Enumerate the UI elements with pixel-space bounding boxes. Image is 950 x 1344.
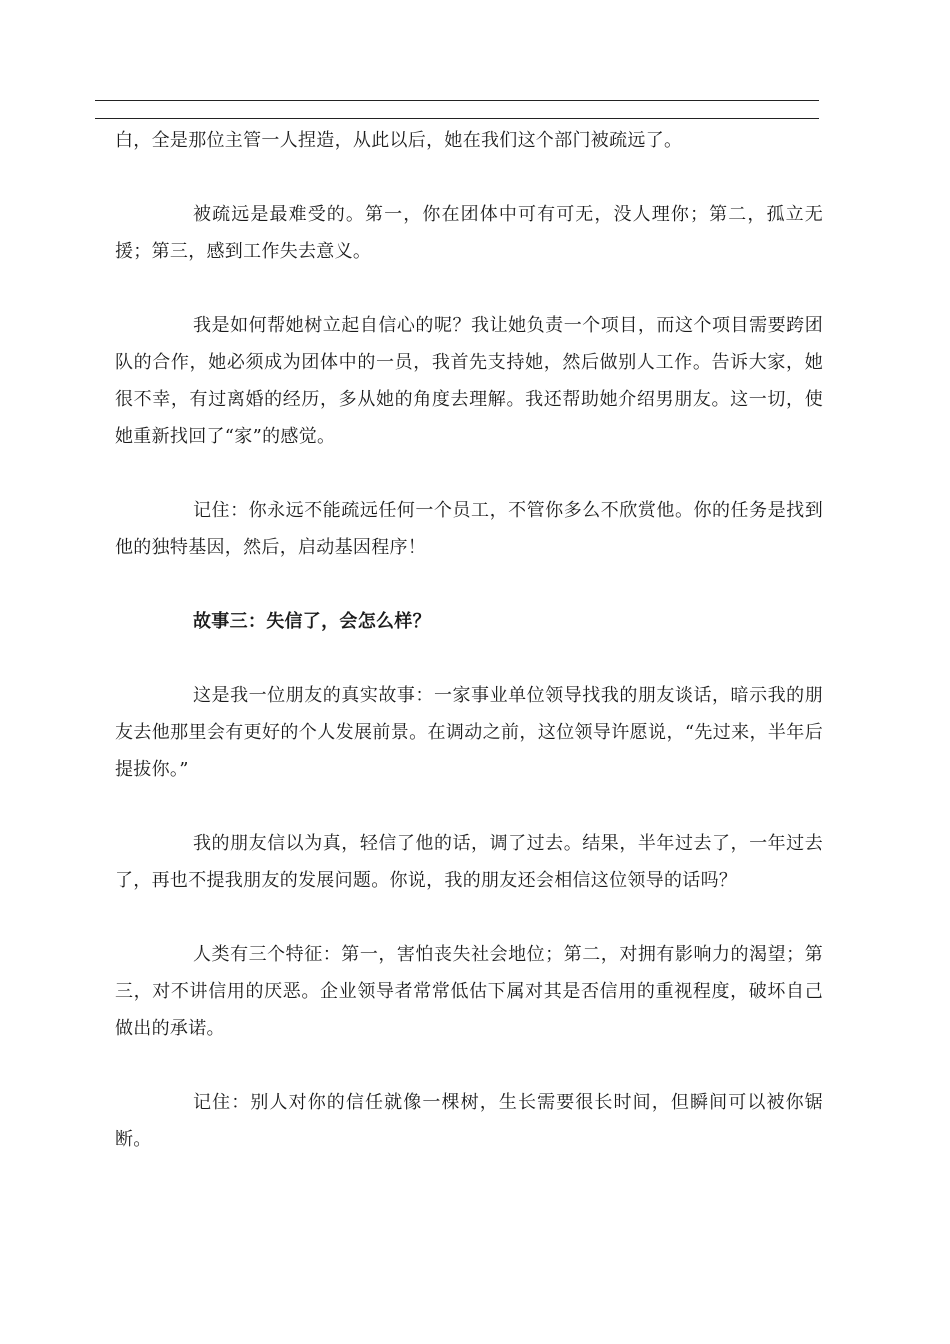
paragraph-confidence: 我是如何帮她树立起自信心的呢？我让她负责一个项目，而这个项目需要跨团队的合作，她必须成为团体中的一员，我首先支持她，然后做别人工作。告诉大家，她很不幸，有过离婚的经历，多从她的角度去理解。我还帮助她介绍男朋友。这一切，使她重新找回了“家”的感觉。 <box>115 315 823 447</box>
paragraph-gap <box>115 455 823 492</box>
paragraph-friend-outcome: 我的朋友信以为真，轻信了他的话，调了过去。结果，半年过去了，一年过去了，再也不提我朋友的发展问题。你说，我的朋友还会相信这位领导的话吗？ <box>115 833 823 891</box>
header-rule-top <box>95 100 819 101</box>
header-rule-bottom <box>95 118 819 119</box>
paragraph-remember-2: 记住：别人对你的信任就像一棵树，生长需要很长时间，但瞬间可以被你锯断。 <box>115 1092 823 1150</box>
paragraph-alienation: 被疏远是最难受的。第一，你在团体中可有可无，没人理你；第二，孤立无援；第三，感到工作失去意义。 <box>115 204 823 262</box>
paragraph-gap <box>115 788 823 825</box>
story-three-heading: 故事三：失信了，会怎么样？ <box>193 611 431 632</box>
paragraph-gap <box>115 270 823 307</box>
document-body <box>115 122 823 1158</box>
paragraph-remember-1: 记住：你永远不能疏远任何一个员工，不管你多么不欣赏他。你的任务是找到他的独特基因，然后，启动基因程序！ <box>115 500 823 558</box>
paragraph-friend-story: 这是我一位朋友的真实故事：一家事业单位领导找我的朋友谈话，暗示我的朋友去他那里会有更好的个人发展前景。在调动之前，这位领导许愿说，“先过来，半年后提拔你。” <box>115 685 823 780</box>
paragraph-gap <box>115 899 823 936</box>
paragraph-gap <box>115 1047 823 1084</box>
paragraph-human-traits: 人类有三个特征：第一，害怕丧失社会地位；第二，对拥有影响力的渴望；第三，对不讲信用的厌恶。企业领导者常常低估下属对其是否信用的重视程度，破坏自己做出的承诺。 <box>115 944 823 1039</box>
paragraph-continuation: 白，全是那位主管一人捏造，从此以后，她在我们这个部门被疏远了。 <box>115 130 683 151</box>
paragraph-gap <box>115 566 823 603</box>
paragraph-gap <box>115 640 823 677</box>
paragraph-gap <box>115 159 823 196</box>
